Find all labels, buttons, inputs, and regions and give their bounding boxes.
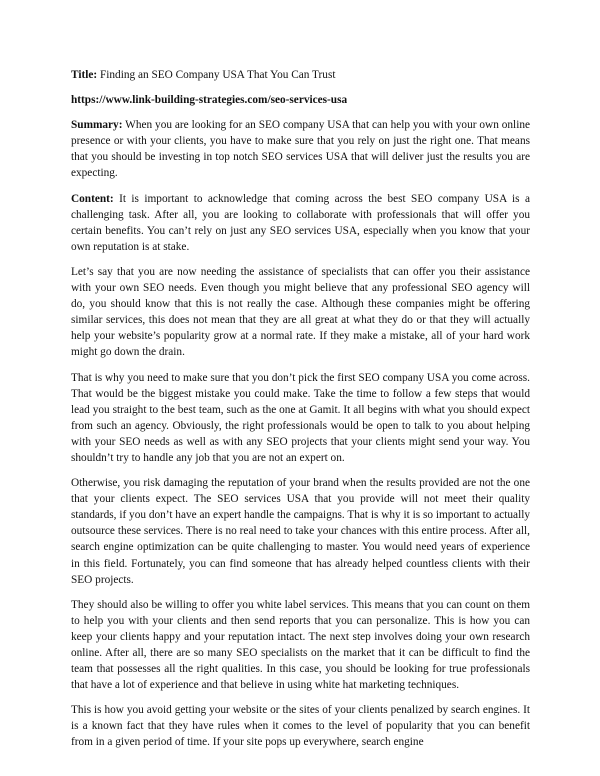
body-paragraph: This is how you avoid getting your website or the sites of your clients penalized by search engines. It is a known fact that they have rules when it comes to the level of popularity that you can benefit from in a given period of time. If your site pops up everywhere, search engine <box>71 704 530 749</box>
body-paragraph: They should also be willing to offer you white label services. This means that you can count on them to help you with your clients and then send reports that you can personalize. This is how you can keep your clients happy and your reputation intact. The next step involves doing your own research online. After all, there are so many SEO specialists on the market that it can be difficult to find the team that possesses all the right qualities. In this case, you should be looking for true professionals that have a lot of experience and that believe in using white hat marketing techniques. <box>71 598 530 692</box>
summary-paragraph <box>71 117 530 181</box>
content-label: Content: <box>71 192 114 205</box>
body-paragraph: Let’s say that you are now needing the assistance of specialists that can offer you their assistance with your own SEO needs. Even though you might believe that any professional SEO agency will do, you should know that this is not really the case. Although these companies might be offering similar services, this does not mean that they are all great at what they do or that they will actually help your website’s popularity grow at a normal rate. If they make a mistake, all of your hard work might go down the drain. <box>71 265 530 359</box>
body-paragraph: Otherwise, you risk damaging the reputation of your brand when the results provided are not the one that your clients expect. The SEO services USA that you provide will not meet their quality standards, if you don’t have an expert handle the campaigns. That is why it is so important to actually outsource these services. There is no real need to take your chances with this entire process. After all, search engine optimization can be quite challenging to master. You would need years of experience in this field. Fortunately, you can find someone that has already helped countless clients with their SEO projects. <box>71 477 530 586</box>
summary-label: Summary: <box>71 119 123 132</box>
summary-text: When you are looking for an SEO company USA that can help you with your own online presence or with your clients, you have to make sure that you rely on just the right one. That means that you should be investing in top notch SEO services USA that will deliver just the results you are expecting. <box>71 119 530 180</box>
document-page <box>71 67 530 760</box>
title-text: Finding an SEO Company USA That You Can Trust <box>97 69 336 81</box>
title-label: Title: <box>71 69 98 81</box>
url-line: https://www.link-building-strategies.com/seo-services-usa <box>71 94 348 107</box>
content-paragraph <box>71 191 530 255</box>
content-text: It is important to acknowledge that coming across the best SEO company USA is a challenging task. After all, you are looking to collaborate with professionals that will offer you certain benefits. You can’t rely on just any SEO services USA, especially when you know that your own reputation is at stake. <box>71 192 530 253</box>
body-paragraph: That is why you need to make sure that you don’t pick the first SEO company USA you come across. That would be the biggest mistake you could make. Take the time to follow a few steps that would lead you straight to the best team, such as the one at Gamit. It all begins with what you should expect from such an agency. Obviously, the right professionals would be open to talk to you about helping with your SEO needs as well as with any SEO projects that your clients might send your way. You shouldn’t try to handle any job that you are not an expert on. <box>71 371 530 464</box>
title-line <box>71 67 530 83</box>
